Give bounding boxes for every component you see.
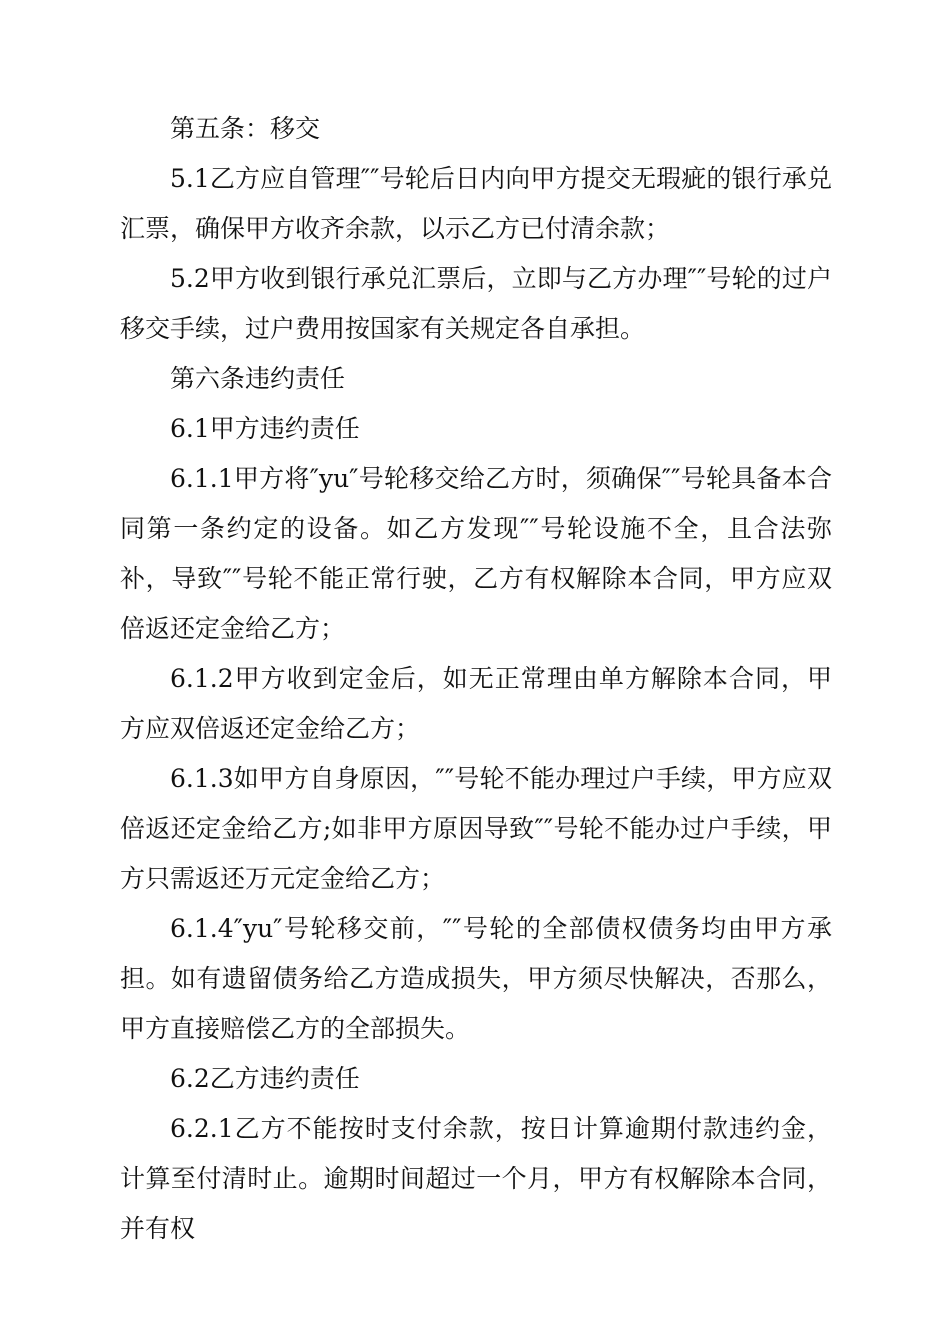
clause-5-1: 5.1乙方应自管理″″号轮后日内向甲方提交无瑕疵的银行承兑汇票，确保甲方收齐余款，以示乙方已付清余款； (120, 164, 832, 243)
document-page (120, 104, 832, 1254)
clause-6-2-1: 6.2.1乙方不能按时支付余款，按日计算逾期付款违约金，计算至付清时止。逾期时间超过一个月，甲方有权解除本合同，并有权 (120, 1114, 832, 1243)
section-heading-5: 第五条：移交 (170, 114, 321, 143)
clause-6-1-1: 6.1.1甲方将″yu″号轮移交给乙方时，须确保″″号轮具备本合同第一条约定的设备。如乙方发现″″号轮设施不全，且合法弥补，导致″″号轮不能正常行驶，乙方有权解除本合同，甲方应双倍返还定金给乙方； (120, 464, 832, 643)
clause-6-2: 6.2乙方违约责任 (170, 1064, 360, 1093)
section-heading-6: 第六条违约责任 (170, 364, 346, 393)
clause-6-1-4: 6.1.4″yu″号轮移交前，″″号轮的全部债权债务均由甲方承担。如有遗留债务给乙方造成损失，甲方须尽快解决，否那么，甲方直接赔偿乙方的全部损失。 (120, 914, 832, 1043)
clause-6-1-3: 6.1.3如甲方自身原因，″″号轮不能办理过户手续，甲方应双倍返还定金给乙方;如非甲方原因导致″″号轮不能办过户手续，甲方只需返还万元定金给乙方； (120, 764, 832, 893)
clause-5-2: 5.2甲方收到银行承兑汇票后，立即与乙方办理″″号轮的过户移交手续，过户费用按国家有关规定各自承担。 (120, 264, 832, 343)
clause-6-1: 6.1甲方违约责任 (170, 414, 360, 443)
clause-6-1-2: 6.1.2甲方收到定金后，如无正常理由单方解除本合同，甲方应双倍返还定金给乙方； (120, 664, 832, 743)
